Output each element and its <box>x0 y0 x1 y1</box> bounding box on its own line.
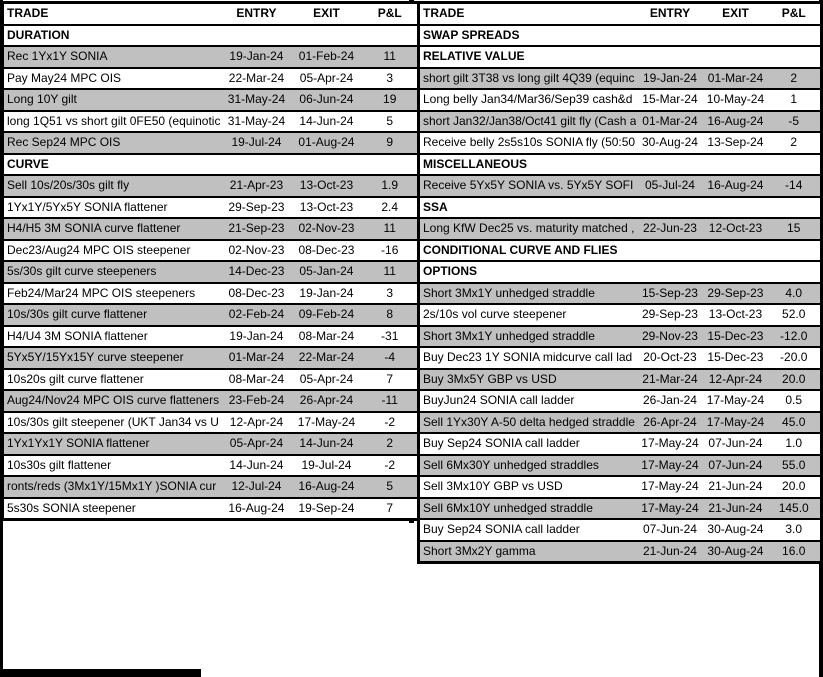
entry-cell: 23-Feb-24 <box>220 390 292 412</box>
trade-row <box>419 89 822 111</box>
trade-row <box>419 476 822 498</box>
trade-cell: 10s30s gilt flattener <box>3 455 221 477</box>
trade-row <box>419 175 822 197</box>
trade-row <box>3 197 421 219</box>
trade-cell: Buy Dec23 1Y SONIA midcurve call lad <box>419 347 637 369</box>
exit-cell: 01-Feb-24 <box>292 46 360 68</box>
trade-row <box>419 218 822 240</box>
entry-cell: 31-May-24 <box>220 111 292 133</box>
trade-cell: Receive belly 2s5s10s SONIA fly (50:50 <box>419 132 637 154</box>
exit-cell: 07-Jun-24 <box>703 455 767 477</box>
column-header-entry: ENTRY <box>649 6 691 20</box>
exit-cell: 17-May-24 <box>703 412 767 434</box>
entry-cell: 30-Aug-24 <box>636 132 703 154</box>
exit-cell: 13-Oct-23 <box>292 175 360 197</box>
trade-cell: H4/U4 3M SONIA flattener <box>3 326 221 348</box>
column-header-trade: TRADE <box>423 6 465 20</box>
exit-cell: 22-Mar-24 <box>292 347 360 369</box>
trade-row <box>3 175 421 197</box>
trade-cell: short Jan32/Jan38/Oct41 gilt fly (Cash a <box>419 111 637 133</box>
column-header-exit: EXIT <box>722 6 749 20</box>
trade-cell: Short 3Mx2Y gamma <box>419 541 637 563</box>
entry-cell: 15-Mar-24 <box>636 89 703 111</box>
trade-row <box>3 304 421 326</box>
pnl-cell: -5 <box>767 111 821 133</box>
exit-cell: 26-Apr-24 <box>292 390 360 412</box>
trade-row <box>3 455 421 477</box>
trade-row <box>419 111 822 133</box>
trade-row <box>419 519 822 541</box>
entry-cell: 22-Jun-23 <box>636 218 703 240</box>
exit-cell: 13-Sep-24 <box>703 132 767 154</box>
column-header-pnl: P&L <box>377 6 402 20</box>
trade-cell: long 1Q51 vs short gilt 0FE50 (equinotic <box>3 111 221 133</box>
exit-cell: 16-Aug-24 <box>703 175 767 197</box>
trade-row <box>419 412 822 434</box>
trade-row <box>3 433 421 455</box>
pnl-cell: -12.0 <box>767 326 821 348</box>
exit-cell: 08-Dec-23 <box>292 240 360 262</box>
right-trades-table <box>417 1 823 564</box>
pnl-cell: 5 <box>360 111 420 133</box>
exit-cell: 19-Jul-24 <box>292 455 360 477</box>
entry-cell: 26-Jan-24 <box>636 390 703 412</box>
exit-cell: 19-Jan-24 <box>292 283 360 305</box>
column-header-pnl: P&L <box>781 6 806 20</box>
entry-cell: 22-Mar-24 <box>220 68 292 90</box>
pnl-cell: 45.0 <box>767 412 821 434</box>
trade-row <box>3 261 421 283</box>
pnl-cell: 1.9 <box>360 175 420 197</box>
exit-cell: 14-Jun-24 <box>292 111 360 133</box>
exit-cell: 02-Nov-23 <box>292 218 360 240</box>
entry-cell: 02-Feb-24 <box>220 304 292 326</box>
entry-cell: 26-Apr-24 <box>636 412 703 434</box>
trade-row <box>3 326 421 348</box>
trade-cell: 2s/10s vol curve steepener <box>419 304 637 326</box>
entry-cell: 19-Jan-24 <box>220 326 292 348</box>
pnl-cell: 3 <box>360 68 420 90</box>
entry-cell: 01-Mar-24 <box>220 347 292 369</box>
pnl-cell: 2.4 <box>360 197 420 219</box>
section-header-row <box>419 240 822 262</box>
exit-cell: 21-Jun-24 <box>703 498 767 520</box>
section-title: OPTIONS <box>419 261 822 283</box>
trade-cell: 10s20s gilt curve flattener <box>3 369 221 391</box>
entry-cell: 21-Apr-23 <box>220 175 292 197</box>
trade-row <box>3 111 421 133</box>
section-header-row <box>419 197 822 219</box>
pnl-cell: 16.0 <box>767 541 821 563</box>
exit-cell: 16-Aug-24 <box>703 111 767 133</box>
trade-cell: H4/H5 3M SONIA curve flattener <box>3 218 221 240</box>
trade-row <box>419 68 822 90</box>
column-header-trade: TRADE <box>7 6 49 20</box>
pnl-cell: -14 <box>767 175 821 197</box>
exit-cell: 30-Aug-24 <box>703 519 767 541</box>
exit-cell: 07-Jun-24 <box>703 433 767 455</box>
trade-row <box>419 326 822 348</box>
entry-cell: 31-May-24 <box>220 89 292 111</box>
entry-cell: 20-Oct-23 <box>636 347 703 369</box>
section-header-row <box>419 46 822 68</box>
pnl-cell: 20.0 <box>767 369 821 391</box>
trade-cell: Buy Sep24 SONIA call ladder <box>419 433 637 455</box>
pnl-cell: 11 <box>360 46 420 68</box>
pnl-cell: 3 <box>360 283 420 305</box>
trade-cell: 10s/30s gilt steepener (UKT Jan34 vs U <box>3 412 221 434</box>
trade-cell: 1Yx1Y/5Yx5Y SONIA flattener <box>3 197 221 219</box>
entry-cell: 08-Mar-24 <box>220 369 292 391</box>
trade-row <box>3 68 421 90</box>
trade-row <box>419 369 822 391</box>
trade-cell: Rec 1Yx1Y SONIA <box>3 46 221 68</box>
pnl-cell: 1.0 <box>767 433 821 455</box>
pnl-cell: 20.0 <box>767 476 821 498</box>
pnl-cell: 7 <box>360 369 420 391</box>
entry-cell: 15-Sep-23 <box>636 283 703 305</box>
pnl-cell: 145.0 <box>767 498 821 520</box>
trade-cell: 5s30s SONIA steepener <box>3 498 221 520</box>
trade-row <box>3 89 421 111</box>
trade-cell: Buy Sep24 SONIA call ladder <box>419 519 637 541</box>
entry-cell: 17-May-24 <box>636 476 703 498</box>
trade-row <box>3 369 421 391</box>
column-header-exit: EXIT <box>313 6 340 20</box>
exit-cell: 29-Sep-23 <box>703 283 767 305</box>
entry-cell: 08-Dec-23 <box>220 283 292 305</box>
column-header-row <box>419 3 822 25</box>
section-title: RELATIVE VALUE <box>419 46 822 68</box>
exit-cell: 17-May-24 <box>292 412 360 434</box>
pnl-cell: 4.0 <box>767 283 821 305</box>
trade-cell: Sell 3Mx10Y GBP vs USD <box>419 476 637 498</box>
exit-cell: 30-Aug-24 <box>703 541 767 563</box>
exit-cell: 06-Jun-24 <box>292 89 360 111</box>
trade-row <box>3 240 421 262</box>
exit-cell: 21-Jun-24 <box>703 476 767 498</box>
exit-cell: 14-Jun-24 <box>292 433 360 455</box>
trade-row <box>3 347 421 369</box>
trade-row <box>3 218 421 240</box>
trade-cell: 10s/30s gilt curve flattener <box>3 304 221 326</box>
entry-cell: 19-Jul-24 <box>220 132 292 154</box>
pnl-cell: -31 <box>360 326 420 348</box>
exit-cell: 13-Oct-23 <box>292 197 360 219</box>
pnl-cell: 5 <box>360 476 420 498</box>
trade-row <box>419 304 822 326</box>
pnl-cell: 9 <box>360 132 420 154</box>
entry-cell: 21-Sep-23 <box>220 218 292 240</box>
section-title: MISCELLANEOUS <box>419 154 822 176</box>
trade-row <box>3 476 421 498</box>
entry-cell: 21-Mar-24 <box>636 369 703 391</box>
exit-cell: 15-Dec-23 <box>703 347 767 369</box>
entry-cell: 07-Jun-24 <box>636 519 703 541</box>
entry-cell: 19-Jan-24 <box>220 46 292 68</box>
entry-cell: 05-Jul-24 <box>636 175 703 197</box>
pnl-cell: -2 <box>360 455 420 477</box>
trade-cell: ronts/reds (3Mx1Y/15Mx1Y )SONIA cur <box>3 476 221 498</box>
exit-cell: 17-May-24 <box>703 390 767 412</box>
entry-cell: 29-Nov-23 <box>636 326 703 348</box>
pnl-cell: 11 <box>360 218 420 240</box>
exit-cell: 05-Jan-24 <box>292 261 360 283</box>
trade-row <box>419 498 822 520</box>
entry-cell: 17-May-24 <box>636 498 703 520</box>
page-bottom-black-edge <box>0 669 201 677</box>
section-title: CURVE <box>3 154 421 176</box>
trade-cell: Long KfW Dec25 vs. maturity matched , <box>419 218 637 240</box>
pnl-cell: 2 <box>767 132 821 154</box>
entry-cell: 12-Apr-24 <box>220 412 292 434</box>
section-header-row <box>419 261 822 283</box>
entry-cell: 29-Sep-23 <box>636 304 703 326</box>
trade-row <box>3 498 421 520</box>
left-trades-table <box>1 1 422 521</box>
entry-cell: 14-Dec-23 <box>220 261 292 283</box>
trade-cell: 5Yx5Y/15Yx15Y curve steepener <box>3 347 221 369</box>
section-header-row <box>3 154 421 176</box>
trade-cell: Dec23/Aug24 MPC OIS steepener <box>3 240 221 262</box>
column-header-row <box>3 3 421 25</box>
entry-cell: 16-Aug-24 <box>220 498 292 520</box>
entry-cell: 01-Mar-24 <box>636 111 703 133</box>
exit-cell: 12-Apr-24 <box>703 369 767 391</box>
trade-cell: Sell 10s/20s/30s gilt fly <box>3 175 221 197</box>
trade-cell: 1Yx1Yx1Y SONIA flattener <box>3 433 221 455</box>
trade-row <box>3 412 421 434</box>
trade-cell: Sell 6Mx30Y unhedged straddles <box>419 455 637 477</box>
trade-row <box>3 132 421 154</box>
section-header-row <box>419 154 822 176</box>
trade-row <box>419 455 822 477</box>
exit-cell: 01-Aug-24 <box>292 132 360 154</box>
entry-cell: 02-Nov-23 <box>220 240 292 262</box>
pnl-cell: 11 <box>360 261 420 283</box>
entry-cell: 19-Jan-24 <box>636 68 703 90</box>
pnl-cell: -20.0 <box>767 347 821 369</box>
section-title: CONDITIONAL CURVE AND FLIES <box>419 240 822 262</box>
trade-row <box>419 541 822 563</box>
trade-row <box>3 283 421 305</box>
pnl-cell: -16 <box>360 240 420 262</box>
exit-cell: 16-Aug-24 <box>292 476 360 498</box>
pnl-cell: 15 <box>767 218 821 240</box>
pnl-cell: 2 <box>767 68 821 90</box>
column-header-entry: ENTRY <box>236 6 277 20</box>
exit-cell: 19-Sep-24 <box>292 498 360 520</box>
pnl-cell: -11 <box>360 390 420 412</box>
entry-cell: 12-Jul-24 <box>220 476 292 498</box>
exit-cell: 05-Apr-24 <box>292 369 360 391</box>
pnl-cell: 1 <box>767 89 821 111</box>
exit-cell: 12-Oct-23 <box>703 218 767 240</box>
exit-cell: 01-Mar-24 <box>703 68 767 90</box>
pnl-cell: -4 <box>360 347 420 369</box>
trade-cell: Feb24/Mar24 MPC OIS steepeners <box>3 283 221 305</box>
pnl-cell: 2 <box>360 433 420 455</box>
trade-row <box>419 132 822 154</box>
trade-row <box>3 46 421 68</box>
trade-row <box>419 283 822 305</box>
exit-cell: 08-Mar-24 <box>292 326 360 348</box>
pnl-cell: -2 <box>360 412 420 434</box>
pnl-cell: 8 <box>360 304 420 326</box>
trade-cell: Buy 3Mx5Y GBP vs USD <box>419 369 637 391</box>
pnl-cell: 55.0 <box>767 455 821 477</box>
pnl-cell: 19 <box>360 89 420 111</box>
section-header-row <box>3 25 421 47</box>
trade-row <box>3 390 421 412</box>
trade-cell: Short 3Mx1Y unhedged straddle <box>419 283 637 305</box>
trade-cell: Sell 6Mx10Y unhedged straddle <box>419 498 637 520</box>
section-title: SWAP SPREADS <box>419 25 822 47</box>
pnl-cell: 7 <box>360 498 420 520</box>
trade-cell: Sell 1Yx30Y A-50 delta hedged straddle <box>419 412 637 434</box>
pnl-cell: 0.5 <box>767 390 821 412</box>
section-header-row <box>419 25 822 47</box>
exit-cell: 10-May-24 <box>703 89 767 111</box>
entry-cell: 17-May-24 <box>636 455 703 477</box>
section-title: SSA <box>419 197 822 219</box>
pnl-cell: 3.0 <box>767 519 821 541</box>
trade-cell: Long 10Y gilt <box>3 89 221 111</box>
pnl-cell: 52.0 <box>767 304 821 326</box>
exit-cell: 05-Apr-24 <box>292 68 360 90</box>
trade-cell: Aug24/Nov24 MPC OIS curve flatteners <box>3 390 221 412</box>
trade-row <box>419 347 822 369</box>
trade-cell: Receive 5Yx5Y SONIA vs. 5Yx5Y SOFI <box>419 175 637 197</box>
trade-cell: BuyJun24 SONIA call ladder <box>419 390 637 412</box>
entry-cell: 14-Jun-24 <box>220 455 292 477</box>
trade-cell: short gilt 3T38 vs long gilt 4Q39 (equinc <box>419 68 637 90</box>
exit-cell: 09-Feb-24 <box>292 304 360 326</box>
entry-cell: 29-Sep-23 <box>220 197 292 219</box>
trade-cell: Pay May24 MPC OIS <box>3 68 221 90</box>
exit-cell: 15-Dec-23 <box>703 326 767 348</box>
trade-row <box>419 390 822 412</box>
trade-row <box>419 433 822 455</box>
trade-cell: Rec Sep24 MPC OIS <box>3 132 221 154</box>
exit-cell: 13-Oct-23 <box>703 304 767 326</box>
section-title: DURATION <box>3 25 421 47</box>
entry-cell: 05-Apr-24 <box>220 433 292 455</box>
trade-cell: Long belly Jan34/Mar36/Sep39 cash&d <box>419 89 637 111</box>
trade-cell: Short 3Mx1Y unhedged straddle <box>419 326 637 348</box>
trade-cell: 5s/30s gilt curve steepeners <box>3 261 221 283</box>
entry-cell: 17-May-24 <box>636 433 703 455</box>
entry-cell: 21-Jun-24 <box>636 541 703 563</box>
